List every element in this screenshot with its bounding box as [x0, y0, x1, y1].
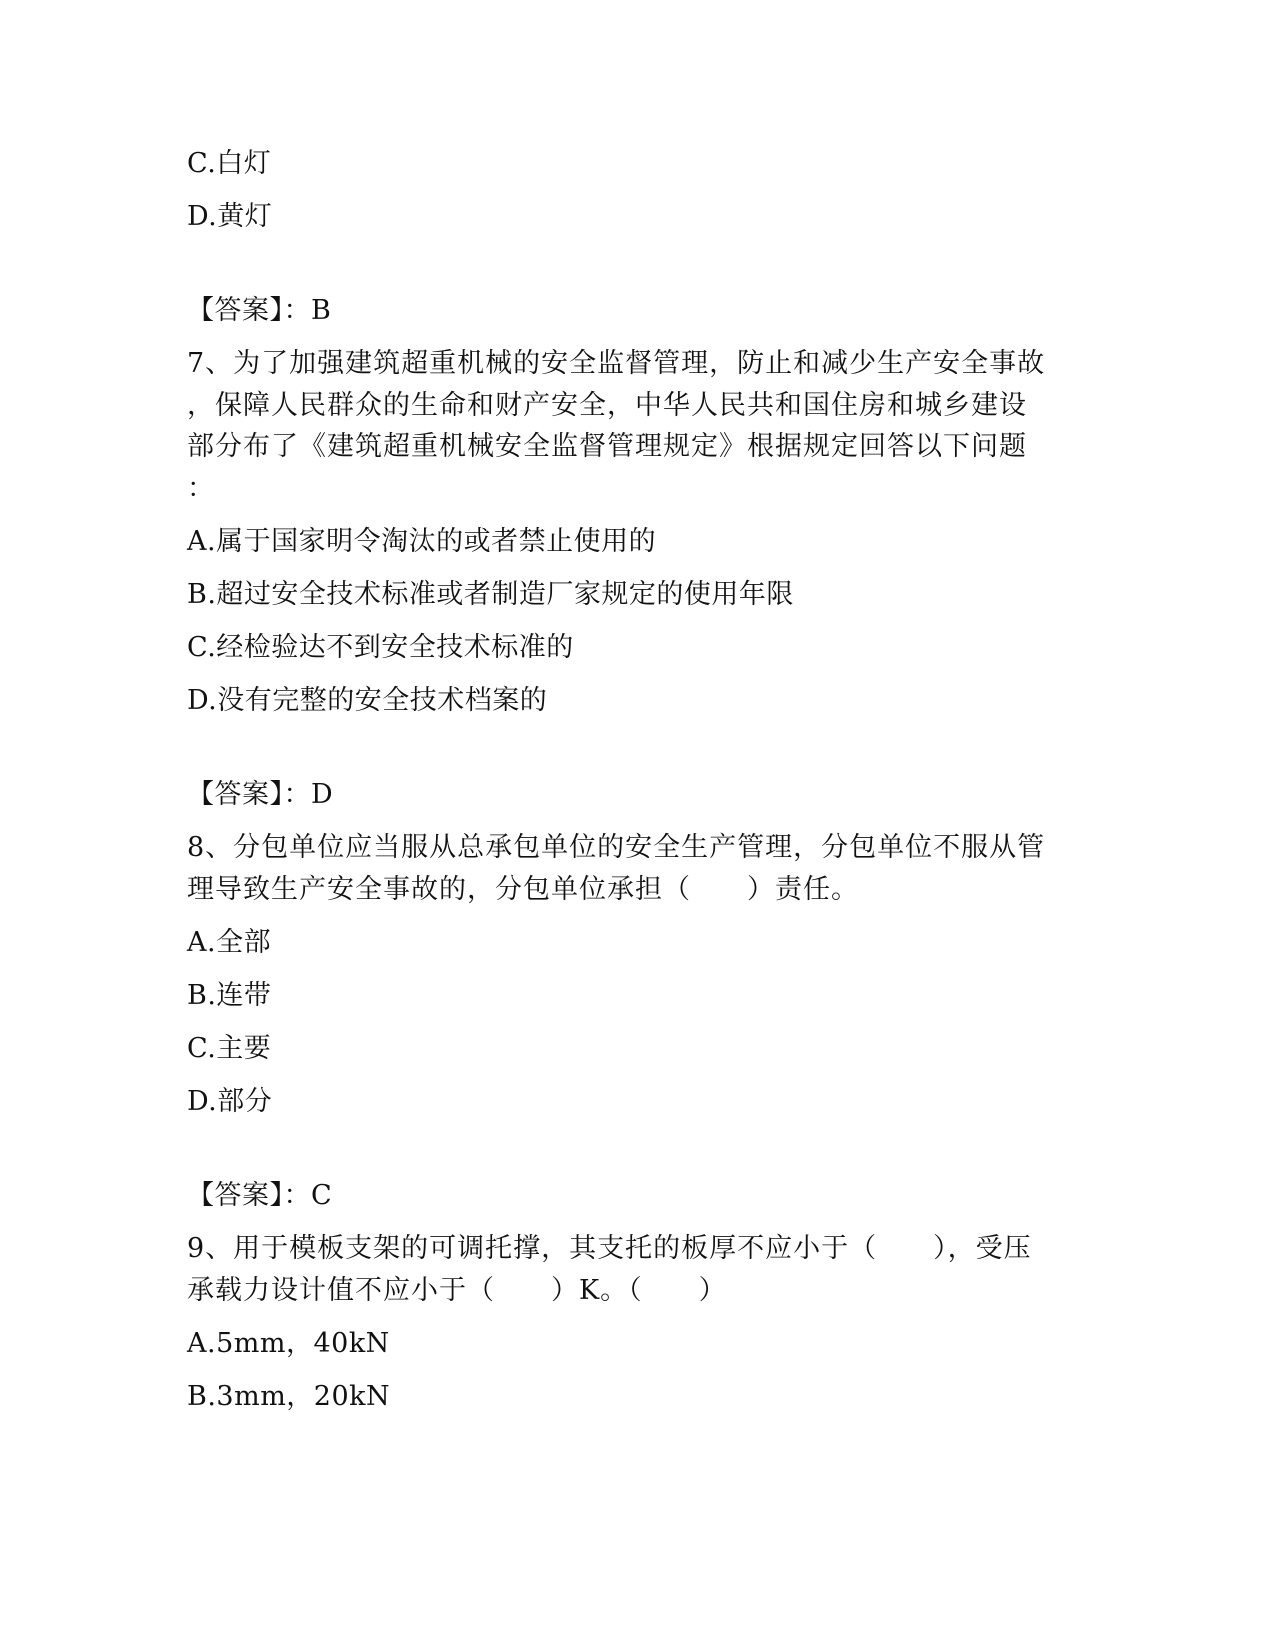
question-8-line-1: 8、分包单位应当服从总承包单位的安全生产管理，分包单位不服从管 [187, 832, 1046, 863]
question-7-option-c: C.经检验达不到安全技术标准的 [187, 632, 574, 663]
question-9-line-1: 9、用于模板支架的可调托撑，其支托的板厚不应小于（ ），受压 [187, 1233, 1032, 1264]
question-8-option-b: B.连带 [187, 980, 272, 1011]
question-9-option-a: A.5mm，40kN [187, 1328, 390, 1359]
option-c: C.白灯 [187, 148, 272, 179]
answer: 【答案】：B [187, 295, 332, 326]
question-8-option-c: C.主要 [187, 1033, 272, 1064]
question-7-option-b: B.超过安全技术标准或者制造厂家规定的使用年限 [187, 579, 794, 610]
question-7-answer: 【答案】：D [187, 779, 334, 810]
question-7-option-a: A.属于国家明令淘汰的或者禁止使用的 [187, 526, 657, 557]
question-7-line-1: 7、为了加强建筑超重机械的安全监督管理，防止和减少生产安全事故 [187, 348, 1046, 379]
question-7-line-4: ： [187, 473, 215, 504]
question-8-line-2: 理导致生产安全事故的，分包单位承担（ ）责任。 [187, 874, 859, 905]
option-d: D.黄灯 [187, 201, 273, 232]
question-9-option-b: B.3mm，20kN [187, 1381, 391, 1412]
question-8-answer: 【答案】：C [187, 1180, 333, 1211]
question-8-option-a: A.全部 [187, 927, 272, 958]
question-7-line-2: ，保障人民群众的生命和财产安全，中华人民共和国住房和城乡建设 [187, 390, 1027, 421]
question-9-line-2: 承载力设计值不应小于（ ）K。（ ） [187, 1275, 727, 1306]
question-8-option-d: D.部分 [187, 1086, 273, 1117]
question-7-option-d: D.没有完整的安全技术档案的 [187, 685, 548, 716]
question-7-line-3: 部分布了《建筑超重机械安全监督管理规定》根据规定回答以下问题 [187, 431, 1027, 462]
